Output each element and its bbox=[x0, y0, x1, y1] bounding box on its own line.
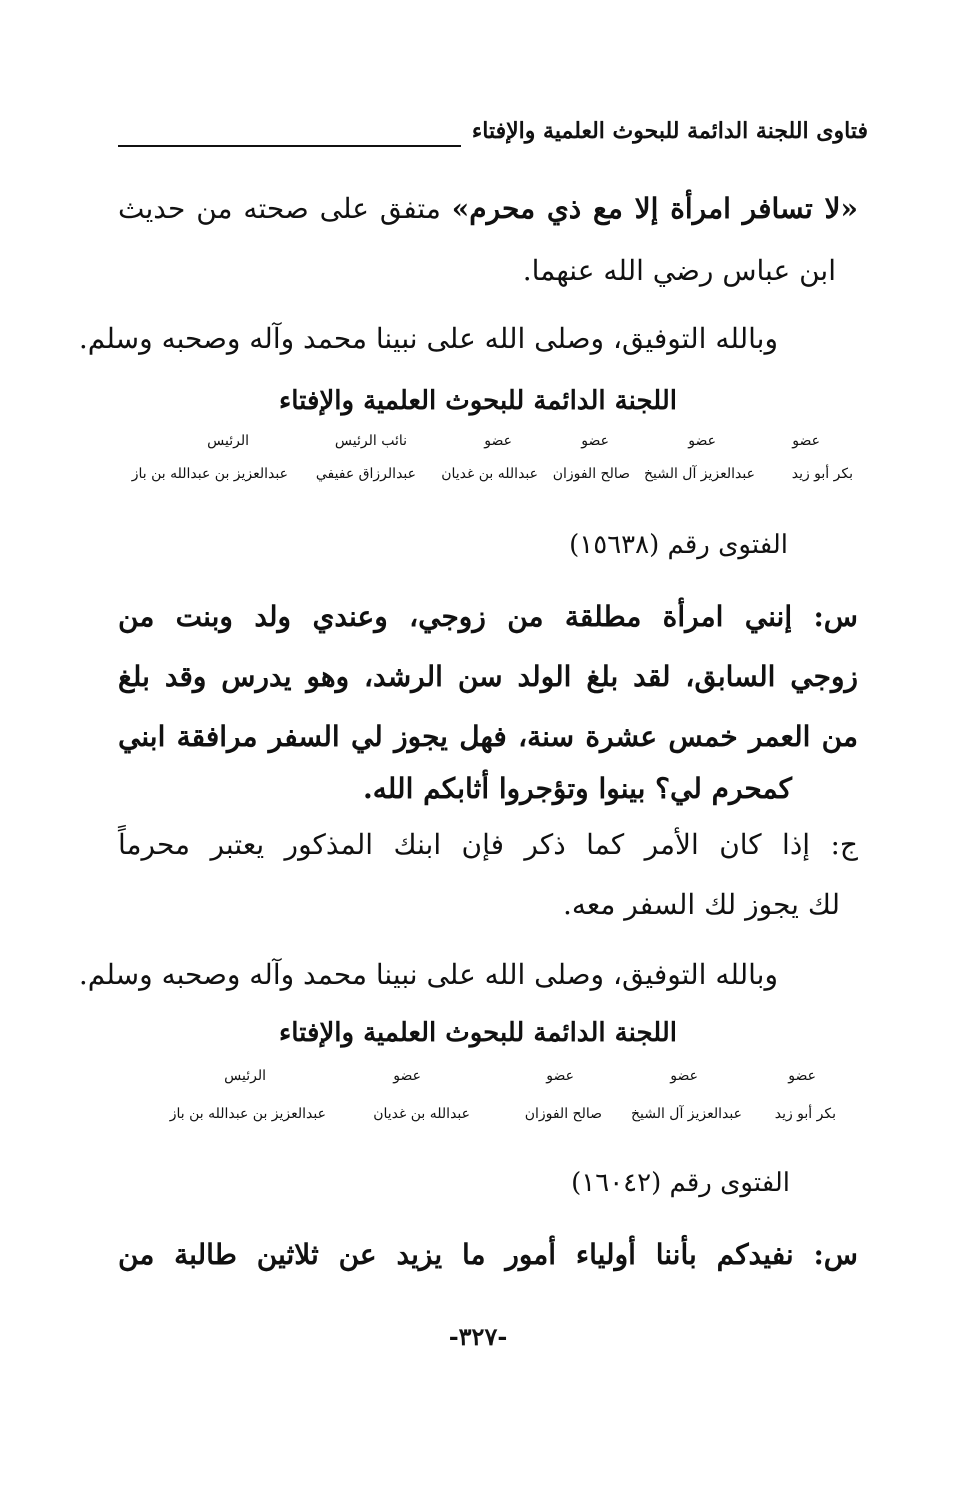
signatory-name: عبدالرزاق عفيفي bbox=[315, 466, 416, 482]
signatory-name: عبدالعزيز آل الشيخ bbox=[630, 1106, 742, 1122]
signatory-role: الرئيس bbox=[224, 1068, 266, 1084]
signatory-role: عضو bbox=[581, 433, 609, 449]
signatory-name: عبدالعزيز آل الشيخ bbox=[643, 466, 755, 482]
signatory-name: عبدالعزيز بن عبدالله بن باز bbox=[131, 466, 288, 482]
fatwa-number: الفتوى رقم (١٦٠٤٢) bbox=[571, 1168, 790, 1198]
hadith-rest: متفق على صحته من حديث bbox=[118, 192, 452, 225]
fatwa-number: الفتوى رقم (١٥٦٣٨) bbox=[569, 530, 788, 560]
hadith-source: ابن عباس رضي الله عنهما. bbox=[522, 254, 836, 287]
signatory-name: بكر أبو زيد bbox=[774, 1106, 836, 1122]
committee-title: اللجنة الدائمة للبحوث العلمية والإفتاء bbox=[279, 1018, 677, 1048]
signatory-name: صالح الفوزان bbox=[552, 466, 630, 482]
question-line: س: إنني امرأة مطلقة من زوجي، وعندي ولد وبنت من bbox=[118, 600, 858, 633]
signatory-role: عضو bbox=[546, 1068, 574, 1084]
answer-line: ج: إذا كان الأمر كما ذكر فإن ابنك المذكور يعتبر محرماً bbox=[118, 828, 858, 861]
page-number: -٣٢٧- bbox=[448, 1322, 508, 1351]
signatory-role: عضو bbox=[484, 433, 512, 449]
signatory-name: بكر أبو زيد bbox=[791, 466, 853, 482]
closing-prayer: وبالله التوفيق، وصلى الله على نبينا محمد وآله وصحبه وسلم. bbox=[78, 322, 778, 355]
signatory-role: عضو bbox=[670, 1068, 698, 1084]
signatory-name: عبدالله بن غديان bbox=[373, 1106, 470, 1122]
signatory-role: عضو bbox=[688, 433, 716, 449]
hadith-quote: «لا تسافر امرأة إلا مع ذي محرم» bbox=[451, 192, 858, 225]
signatory-role: عضو bbox=[393, 1068, 421, 1084]
signatory-name: عبدالعزيز بن عبدالله بن باز bbox=[169, 1106, 326, 1122]
question-line: زوجي السابق، لقد بلغ الولد سن الرشد، وهو يدرس وقد بلغ bbox=[118, 660, 858, 693]
signatory-role: نائب الرئيس bbox=[334, 433, 407, 449]
question-line: كمحرم لي؟ بينوا وتؤجروا أثابكم الله. bbox=[363, 772, 792, 805]
question-line: س: نفيدكم بأننا أولياء أمور ما يزيد عن ثلاثين طالبة من bbox=[118, 1238, 858, 1271]
question-line: من العمر خمس عشرة سنة، فهل يجوز لي السفر مرافقة ابني bbox=[118, 720, 858, 753]
signatory-name: صالح الفوزان bbox=[524, 1106, 602, 1122]
header-rule bbox=[118, 145, 461, 147]
signatory-role: الرئيس bbox=[207, 433, 249, 449]
running-header: فتاوى اللجنة الدائمة للبحوث العلمية والإفتاء bbox=[471, 118, 868, 144]
signatory-role: عضو bbox=[792, 433, 820, 449]
closing-prayer: وبالله التوفيق، وصلى الله على نبينا محمد وآله وصحبه وسلم. bbox=[78, 958, 778, 991]
committee-title: اللجنة الدائمة للبحوث العلمية والإفتاء bbox=[279, 386, 677, 416]
signatory-name: عبدالله بن غديان bbox=[441, 466, 538, 482]
signatory-role: عضو bbox=[788, 1068, 816, 1084]
answer-line: لك يجوز لك السفر معه. bbox=[562, 888, 840, 921]
hadith-line bbox=[118, 192, 858, 225]
